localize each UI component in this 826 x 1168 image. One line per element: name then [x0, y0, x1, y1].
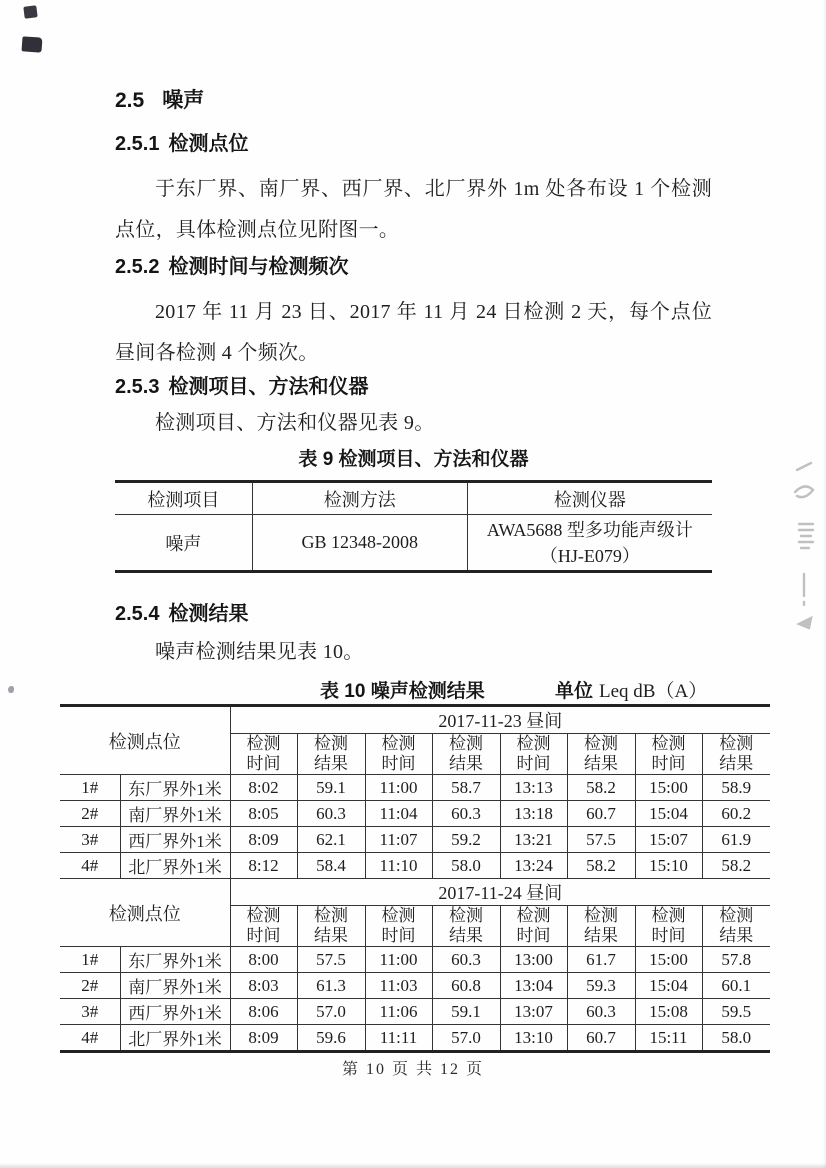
- scan-speck-artifact: [8, 686, 14, 693]
- measurement-cell: 15:11: [635, 1025, 702, 1052]
- measurement-cell: 60.3: [567, 999, 635, 1025]
- section-title: 检测结果: [168, 603, 249, 625]
- section-heading-2-5: [115, 88, 712, 114]
- time-header-cell: 检测 时间: [365, 906, 432, 947]
- measurement-cell: 8:12: [230, 853, 297, 879]
- point-location-cell: 西厂界外1米: [120, 827, 230, 853]
- measurement-cell: 57.0: [432, 1025, 500, 1052]
- result-header-cell: 检测 结果: [432, 734, 500, 775]
- result-header-cell: 检测 结果: [702, 734, 770, 775]
- section-number: 2.5.1: [115, 133, 160, 155]
- instrument-name: AWA5688 型多功能声级计: [486, 519, 693, 540]
- point-id-cell: 1#: [60, 775, 120, 801]
- date-header-row: [60, 879, 770, 906]
- measurement-cell: 57.8: [702, 947, 770, 973]
- measurement-cell: 57.5: [297, 947, 365, 973]
- measurement-cell: 61.3: [297, 973, 365, 999]
- point-id-cell: 3#: [60, 999, 120, 1025]
- paragraph-method-reference: 检测项目、方法和仪器见表 9。: [155, 412, 435, 434]
- table-row: [60, 801, 770, 827]
- table-row: [60, 973, 770, 999]
- point-location-cell: 北厂界外1米: [120, 1025, 230, 1052]
- table9-title: 表 9 检测项目、方法和仪器: [298, 449, 529, 470]
- measurement-cell: 11:06: [365, 999, 432, 1025]
- measurement-cell: 8:00: [230, 947, 297, 973]
- point-location-cell: 西厂界外1米: [120, 999, 230, 1025]
- measurement-cell: 62.1: [297, 827, 365, 853]
- item-cell: 噪声: [115, 515, 252, 572]
- measurement-cell: 60.1: [702, 973, 770, 999]
- time-header-cell: 检测 时间: [500, 906, 567, 947]
- scan-edge-shadow: [0, 1163, 826, 1168]
- measurement-cell: 8:03: [230, 973, 297, 999]
- measurement-cell: 15:00: [635, 947, 702, 973]
- point-id-cell: 1#: [60, 947, 120, 973]
- measurement-cell: 11:10: [365, 853, 432, 879]
- point-id-cell: 3#: [60, 827, 120, 853]
- table10-unit: [555, 676, 707, 703]
- table-row: [60, 947, 770, 973]
- scan-mark-artifact: [23, 5, 37, 18]
- point-id-cell: 2#: [60, 801, 120, 827]
- measurement-cell: 13:04: [500, 973, 567, 999]
- measurement-cell: 8:05: [230, 801, 297, 827]
- document-body: [81, 0, 754, 1053]
- column-header-instrument: 检测仪器: [467, 482, 712, 515]
- table-row: [115, 515, 712, 572]
- time-header-cell: 检测 时间: [635, 734, 702, 775]
- measurement-cell: 58.0: [702, 1025, 770, 1052]
- measurement-cell: 13:10: [500, 1025, 567, 1052]
- measurement-cell: 57.5: [567, 827, 635, 853]
- point-location-cell: 南厂界外1米: [120, 973, 230, 999]
- measurement-cell: 59.1: [432, 999, 500, 1025]
- table-row: [60, 853, 770, 879]
- point-id-cell: 4#: [60, 853, 120, 879]
- measurement-cell: 15:04: [635, 801, 702, 827]
- table-row: [60, 775, 770, 801]
- time-header-cell: 检测 时间: [230, 906, 297, 947]
- measurement-cell: 15:08: [635, 999, 702, 1025]
- measurement-cell: 8:09: [230, 827, 297, 853]
- section-number: 2.5.2: [115, 256, 160, 278]
- point-location-cell: 北厂界外1米: [120, 853, 230, 879]
- measurement-cell: 60.7: [567, 1025, 635, 1052]
- section-title: 检测项目、方法和仪器: [168, 376, 369, 398]
- measurement-cell: 57.0: [297, 999, 365, 1025]
- measurement-cell: 11:00: [365, 775, 432, 801]
- scan-smudge-artifact: [789, 458, 821, 638]
- instrument-cell: [467, 515, 712, 572]
- unit-value: Leq dB（A）: [599, 681, 708, 702]
- section-number: 2.5.4: [115, 603, 160, 625]
- table-row: [60, 999, 770, 1025]
- point-location-cell: 东厂界外1米: [120, 775, 230, 801]
- section-number: 2.5: [115, 89, 145, 112]
- time-header-cell: 检测 时间: [635, 906, 702, 947]
- measurement-cell: 60.3: [432, 801, 500, 827]
- date-header-row: [60, 706, 770, 734]
- time-header-cell: 检测 时间: [365, 734, 432, 775]
- table10-title: 表 10 噪声检测结果: [320, 681, 485, 702]
- measurement-cell: 15:04: [635, 973, 702, 999]
- measurement-cell: 59.3: [567, 973, 635, 999]
- measurement-cell: 60.2: [702, 801, 770, 827]
- unit-label: 单位: [555, 681, 594, 702]
- measurement-cell: 60.3: [432, 947, 500, 973]
- measurement-cell: 11:03: [365, 973, 432, 999]
- page-number: 第 10 页 共 12 页: [341, 1061, 484, 1078]
- measurement-cell: 11:11: [365, 1025, 432, 1052]
- time-header-cell: 检测 时间: [500, 734, 567, 775]
- measurement-cell: 11:07: [365, 827, 432, 853]
- method-cell: GB 12348-2008: [252, 515, 467, 572]
- point-location-header: 检测点位: [60, 706, 230, 775]
- paragraph-detection-points: 于东厂界、南厂界、西厂界、北厂界外 1m 处各布设 1 个检测点位，具体检测点位见附图一。: [115, 178, 712, 241]
- result-header-cell: 检测 结果: [297, 734, 365, 775]
- point-id-cell: 4#: [60, 1025, 120, 1052]
- measurement-cell: 58.2: [567, 775, 635, 801]
- section-heading-2-5-2: [115, 254, 712, 280]
- result-header-cell: 检测 结果: [297, 906, 365, 947]
- result-header-cell: 检测 结果: [702, 906, 770, 947]
- time-header-cell: 检测 时间: [230, 734, 297, 775]
- section-heading-2-5-4: [115, 601, 712, 627]
- point-location-cell: 东厂界外1米: [120, 947, 230, 973]
- date-header-cell: 2017-11-23 昼间: [230, 706, 770, 734]
- measurement-cell: 59.2: [432, 827, 500, 853]
- point-location-cell: 南厂界外1米: [120, 801, 230, 827]
- measurement-cell: 58.2: [567, 853, 635, 879]
- point-id-cell: 2#: [60, 973, 120, 999]
- measurement-cell: 8:06: [230, 999, 297, 1025]
- instrument-code: （HJ-E079）: [539, 545, 640, 566]
- measurement-cell: 58.2: [702, 853, 770, 879]
- section-title: 检测点位: [168, 133, 249, 155]
- date-header-cell: 2017-11-24 昼间: [230, 879, 770, 906]
- measurement-cell: 60.8: [432, 973, 500, 999]
- measurement-cell: 59.5: [702, 999, 770, 1025]
- result-header-cell: 检测 结果: [567, 734, 635, 775]
- measurement-cell: 15:07: [635, 827, 702, 853]
- measurement-cell: 58.4: [297, 853, 365, 879]
- section-heading-2-5-3: [115, 374, 712, 400]
- measurement-cell: 60.3: [297, 801, 365, 827]
- measurement-cell: 15:00: [635, 775, 702, 801]
- measurement-cell: 13:24: [500, 853, 567, 879]
- measurement-cell: 58.0: [432, 853, 500, 879]
- paragraph-detection-time: 2017 年 11 月 23 日、2017 年 11 月 24 日检测 2 天，每个点位昼间各检测 4 个频次。: [115, 301, 712, 364]
- measurement-cell: 58.9: [702, 775, 770, 801]
- table-row: [60, 1025, 770, 1052]
- measurement-cell: 13:13: [500, 775, 567, 801]
- measurement-cell: 13:00: [500, 947, 567, 973]
- column-header-method: 检测方法: [252, 482, 467, 515]
- section-title: 检测时间与检测频次: [168, 256, 349, 278]
- section-title: 噪声: [162, 89, 205, 112]
- point-location-header: 检测点位: [60, 879, 230, 947]
- measurement-cell: 61.7: [567, 947, 635, 973]
- table-header-row: [115, 482, 712, 515]
- paragraph-result-reference: 噪声检测结果见表 10。: [155, 641, 364, 663]
- section-number: 2.5.3: [115, 376, 160, 398]
- measurement-cell: 13:07: [500, 999, 567, 1025]
- result-header-cell: 检测 结果: [567, 906, 635, 947]
- table10-title-line: [115, 676, 712, 702]
- measurement-cell: 59.1: [297, 775, 365, 801]
- measurement-cell: 60.7: [567, 801, 635, 827]
- result-header-cell: 检测 结果: [432, 906, 500, 947]
- method-instrument-table: [115, 480, 712, 573]
- measurement-cell: 61.9: [702, 827, 770, 853]
- measurement-cell: 59.6: [297, 1025, 365, 1052]
- section-heading-2-5-1: [115, 131, 712, 157]
- noise-results-table: [60, 704, 770, 1053]
- table-row: [60, 827, 770, 853]
- measurement-cell: 15:10: [635, 853, 702, 879]
- measurement-cell: 11:00: [365, 947, 432, 973]
- scan-mark-artifact: [22, 36, 43, 52]
- measurement-cell: 58.7: [432, 775, 500, 801]
- measurement-cell: 8:09: [230, 1025, 297, 1052]
- measurement-cell: 11:04: [365, 801, 432, 827]
- measurement-cell: 8:02: [230, 775, 297, 801]
- column-header-item: 检测项目: [115, 482, 252, 515]
- measurement-cell: 13:18: [500, 801, 567, 827]
- measurement-cell: 13:21: [500, 827, 567, 853]
